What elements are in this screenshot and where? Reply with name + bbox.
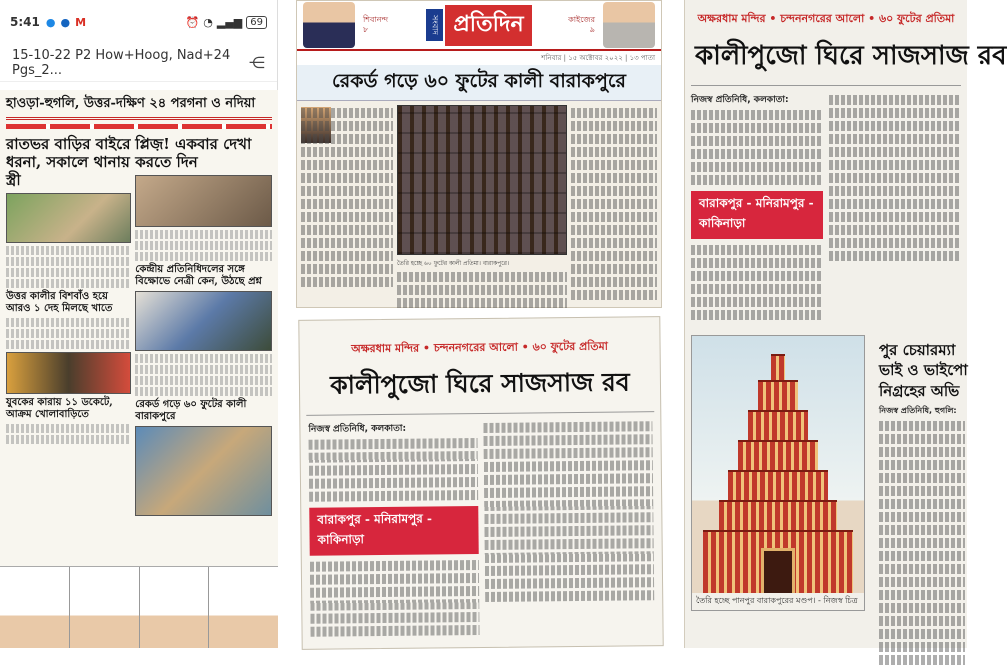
side-headline-1: পুর চেয়ারম্যা	[879, 341, 956, 359]
clipping-byline: নিজস্ব প্রতিনিধি, কলকাতা:	[691, 95, 789, 105]
section-strip	[6, 124, 272, 129]
news-clipping-right	[684, 0, 1007, 648]
headline-6: রেকর্ড গড়ে ৬০ ফুটের কালী বারাকপুরে	[135, 399, 247, 422]
dateline: শনিবার | ১৫ অক্টোবর ২০২২ | ১৩ পাতা	[297, 51, 661, 65]
gmail-icon: M	[75, 15, 87, 29]
pratidin-page	[296, 0, 662, 308]
document-title: 15-10-22 P2 How+Hoog, Nad+24 Pgs_2...	[12, 47, 231, 78]
headline-4: উত্তর কালীর বিশবাঁও হয়ে আরও ১ দেহ মিলছে খাতে	[6, 291, 113, 314]
alarm-icon: ⏰	[185, 15, 200, 29]
masthead	[297, 1, 661, 51]
news-photo	[6, 193, 131, 243]
photo-caption: তৈরি হচ্ছে ৬০ ফুটের কালী প্রতিমা। বারাকপুরে।	[397, 260, 510, 267]
headline-5: যুবকের কারায় ১১ ডকেটে, আক্রম খোলাবাড়িতে	[6, 397, 113, 420]
signal-icon: ▂▄▆	[216, 15, 243, 29]
newspaper-page-view[interactable]	[0, 90, 278, 648]
headline-2: প্লিজ়! একবার দেখা করতে দিন	[135, 135, 252, 171]
masthead-portrait	[303, 2, 355, 48]
clipping-headline: কালীপুজো ঘিরে সাজসাজ রব	[691, 33, 961, 86]
clipping-subhead: বারাকপুর - মনিরামপুর - কাকিনাড়া	[309, 506, 478, 556]
scaffolding-photo	[397, 105, 567, 255]
news-photo	[135, 291, 272, 351]
system-icons	[186, 16, 267, 29]
side-headline-3: নিগ্রহের অভি	[879, 381, 960, 400]
status-time: 5:41	[10, 15, 40, 29]
clipping-subhead: বারাকপুর - মনিরামপুর - কাকিনাড়া	[691, 191, 823, 239]
newspaper-logo: সংবাদ প্রতিদিন	[426, 5, 531, 46]
page-headline: রেকর্ড গড়ে ৬০ ফুটের কালী বারাকপুরে	[297, 65, 661, 101]
messenger-icon: ●	[60, 15, 71, 29]
news-photo	[135, 426, 272, 516]
telegram-icon: ●	[45, 15, 56, 29]
page-number-left: ৮	[363, 25, 369, 34]
clipping-byline: নিজস্ব প্রতিনিধি, কলকাতা:	[308, 423, 407, 435]
page-label-right: কাইজের	[568, 15, 595, 25]
temple-pandal-photo	[691, 335, 865, 611]
share-icon[interactable]: ⋲	[249, 53, 265, 72]
status-bar	[0, 0, 277, 44]
page-number-right: ৯	[589, 25, 595, 34]
side-story	[879, 340, 968, 668]
headline-1: রাতভর বাড়ির বাইরে ধরনা, সকালে থানায় স্ত্রী	[6, 135, 131, 189]
masthead-portrait	[603, 2, 655, 48]
photo-caption: তৈরি হচ্ছে পানপুর বারাকপুরের মণ্ডপ। - নিজস্ব চিত্র	[692, 593, 864, 610]
document-title-bar	[0, 44, 277, 82]
side-headline-2: ভাই ও ভাইপো	[879, 361, 968, 380]
news-photo	[6, 352, 131, 394]
headline-3: কেন্দ্রীয় প্রতিনিধিদলের সঙ্গে বিক্ষোভে নেত্রী কেন, উঠছে প্রশ্ন	[135, 264, 262, 287]
clipping-headline: কালীপুজো ঘিরে সাজসাজ রব	[306, 360, 655, 416]
news-photo	[135, 175, 272, 227]
battery-icon: 69	[246, 16, 267, 29]
page-label-left: শিবানন্দ	[363, 15, 388, 25]
wifi-icon: ◔	[203, 15, 213, 29]
comic-strip	[0, 566, 278, 648]
phone-pdf-viewer	[0, 0, 278, 648]
clipping-tagline: অক্ষরধাম মন্দির • চন্দননগরের আলো • ৬০ ফুটের প্রতিমা	[351, 339, 609, 356]
side-byline: নিজস্ব প্রতিনিধি, হুগলি:	[879, 405, 957, 415]
news-clipping-middle	[298, 316, 663, 650]
section-header: হাওড়া-হুগলি, উত্তর-দক্ষিণ ২৪ পরগনা ও নদিয়া	[6, 94, 272, 120]
clipping-tagline: অক্ষরধাম মন্দির • চন্দননগরের আলো • ৬০ ফুটের প্রতিমা	[697, 12, 955, 25]
